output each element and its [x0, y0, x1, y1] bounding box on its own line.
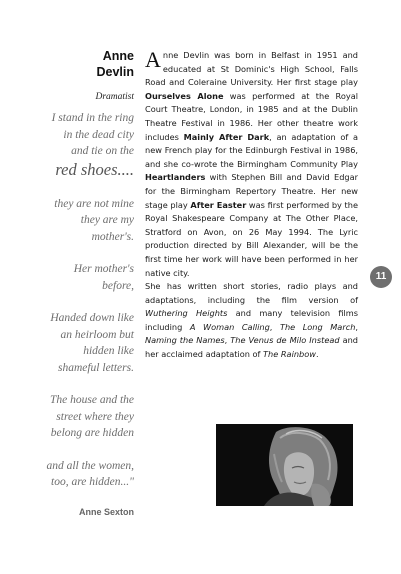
poem-attribution: Anne Sexton — [78, 507, 134, 517]
play-title: Heartlanders — [145, 172, 206, 183]
author-last-name: Devlin — [96, 65, 134, 79]
poem-line: in the dead city — [63, 128, 134, 141]
text-run: , — [355, 321, 358, 332]
play-title: Ourselves Alone — [145, 90, 224, 101]
sidebar — [30, 48, 134, 507]
page-number: 11 — [370, 266, 392, 288]
poem-line: before, — [102, 279, 134, 292]
work-title: Naming the Names — [145, 335, 225, 346]
poem-line: I stand in the ring — [51, 112, 134, 124]
biography-paragraph — [145, 49, 358, 280]
portrait-image — [216, 424, 353, 506]
poem-line: and all the women, — [46, 459, 134, 472]
poem-stanza — [30, 310, 134, 376]
poem — [30, 110, 134, 491]
poem-line: an heirloom but — [60, 328, 134, 341]
poem-stanza — [30, 110, 134, 180]
work-title: The Rainbow — [263, 349, 316, 360]
poem-line: mother's. — [91, 230, 134, 243]
poem-line: Her mother's — [73, 263, 134, 275]
poem-stanza — [30, 458, 134, 491]
work-title: A Woman Calling — [189, 321, 270, 332]
play-title: Mainly After Dark — [183, 131, 270, 142]
drop-cap: A — [145, 47, 161, 72]
poem-line: street where they — [56, 410, 134, 423]
poem-line: belong are hidden — [50, 427, 134, 439]
text-run: and her acclaimed adaptation of — [145, 335, 358, 360]
poem-line: The house and the — [49, 394, 134, 406]
poem-line: hidden like — [83, 345, 134, 357]
text-run: nne Devlin was born in Belfast in 1951 and educated at St Dominic's High School, Falls Road and Coleraine University. Her first stage play — [145, 50, 358, 88]
text-run: , — [224, 335, 231, 346]
text-run: , an adaptation of a new French play for the Edinburgh Festival in 1986, and she co-wrote the Birmingham Community Play — [145, 131, 358, 169]
text-run: with Stephen Bill and David Edgar for the Birmingham Repertory Theatre. Her new stage play — [145, 172, 358, 210]
author-photo — [216, 424, 353, 506]
text-run: and many television films including — [145, 308, 358, 332]
poem-line: and tie on the — [71, 145, 134, 157]
play-title: After Easter — [190, 199, 247, 210]
poem-line: too, are hidden..." — [51, 476, 134, 488]
text-run: . — [315, 349, 319, 360]
poem-line: Handed down like — [50, 312, 134, 324]
work-title: The Venus de Milo Instead — [230, 335, 340, 346]
text-run: was first performed by the Royal Shakespeare Company at The Other Place, Stratford on Avon, on 26 May 1994. The Lyric production directed by Bill Alexander, will be the first time her work will have been performed in her native city. — [145, 199, 358, 278]
text-run: was performed at the Royal Court Theatre, London, in 1985 and at the Dublin Theatre Festival in 1986. Her other theatre work includes — [145, 90, 358, 142]
work-title: Wuthering Heights — [145, 308, 228, 319]
author-first-name: Anne — [102, 49, 134, 63]
biography — [145, 49, 358, 362]
text-run: She has written short stories, radio plays and adaptations, including the film version of — [145, 281, 358, 305]
poem-stanza — [30, 392, 134, 442]
poem-line: they are my — [80, 214, 134, 226]
poem-line: red shoes.... — [55, 159, 134, 179]
work-title: The Long March — [279, 321, 356, 332]
poem-line: they are not mine — [54, 197, 134, 210]
poem-stanza — [30, 196, 134, 246]
biography-paragraph — [145, 280, 358, 362]
poem-line: shameful letters. — [57, 361, 134, 374]
poem-stanza — [30, 261, 134, 294]
text-run: , — [269, 321, 280, 332]
author-role: Dramatist — [95, 92, 134, 102]
